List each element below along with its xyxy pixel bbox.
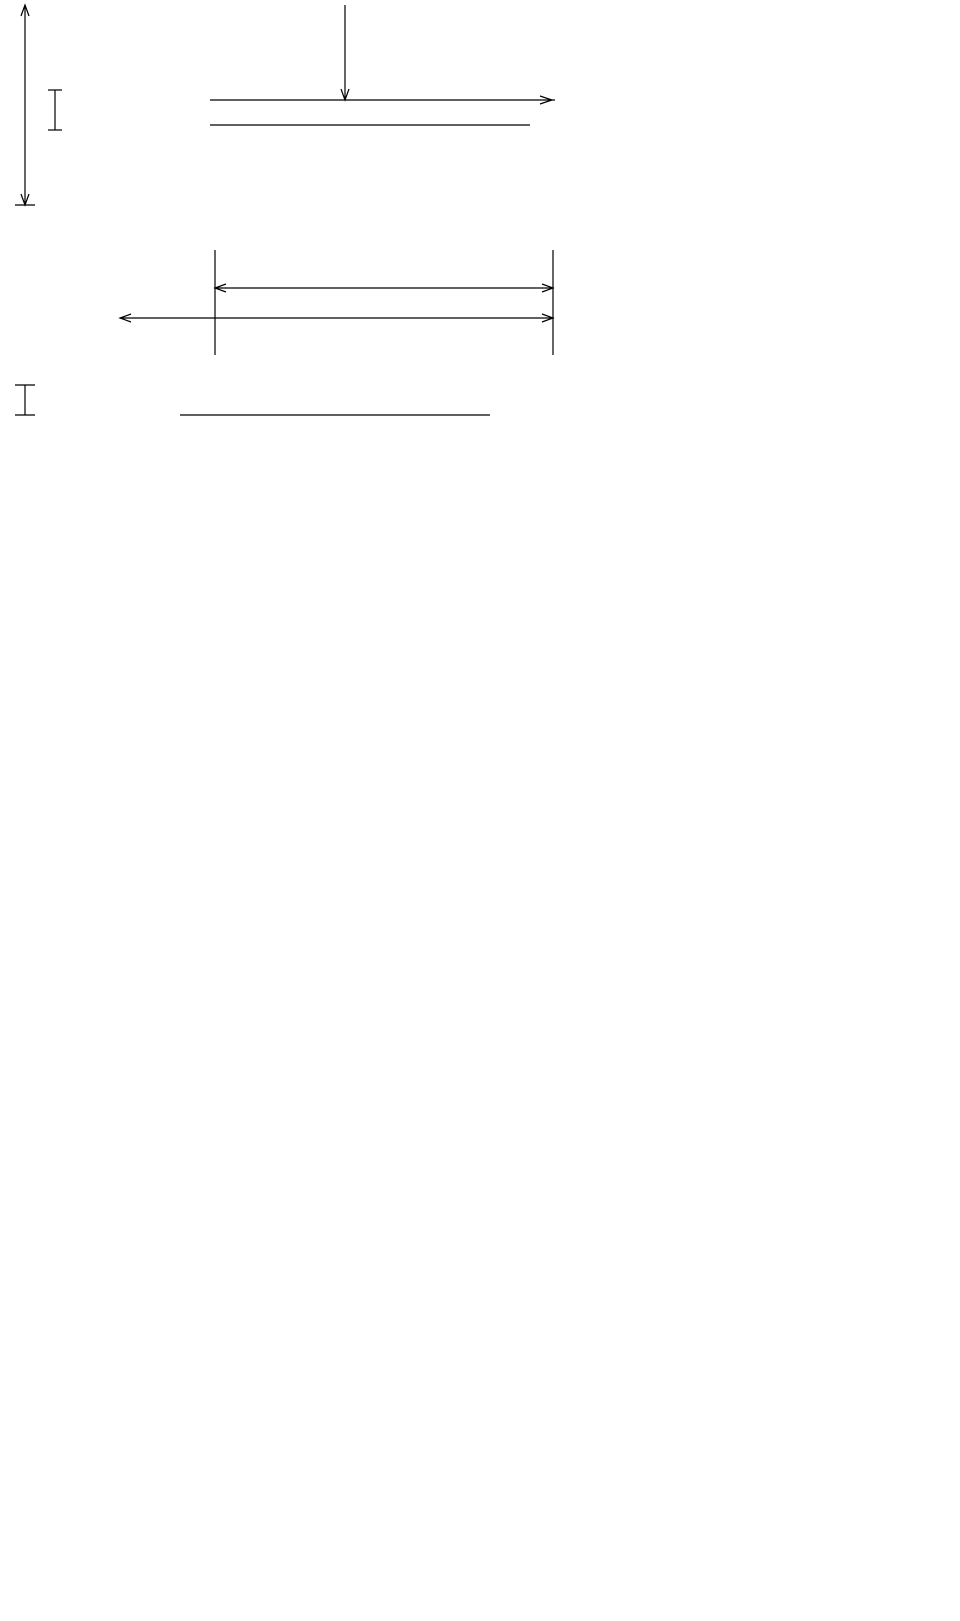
technical-drawing [0, 0, 960, 440]
